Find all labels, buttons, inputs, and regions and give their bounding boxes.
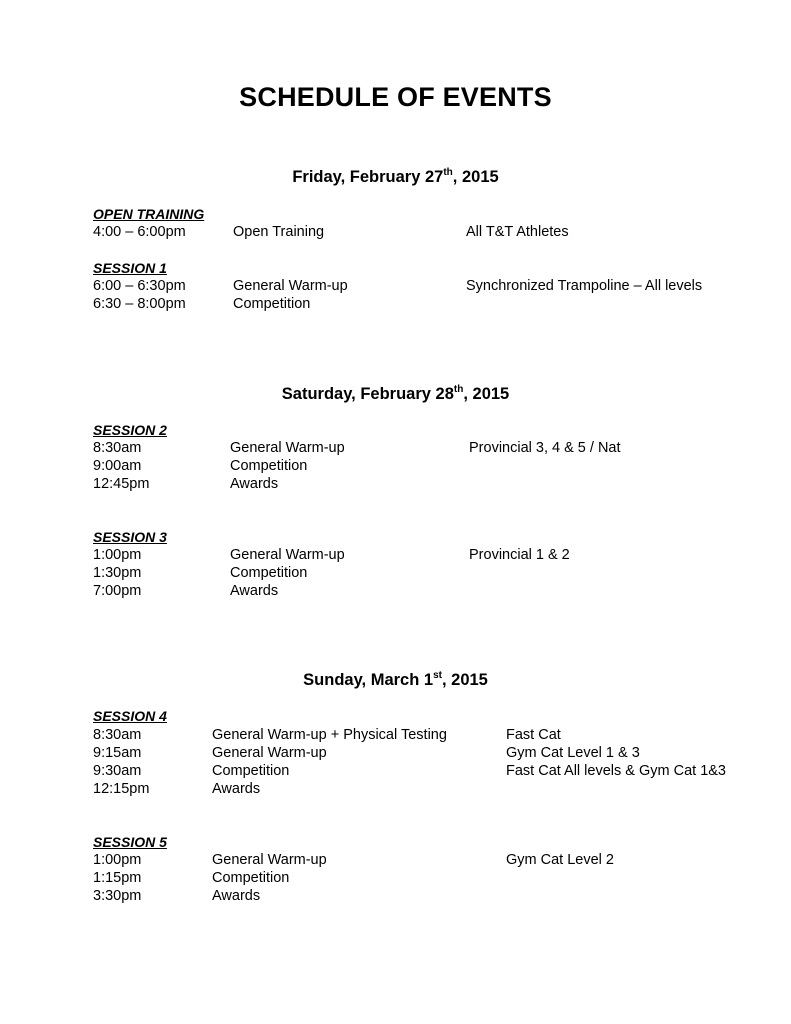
row-group: Provincial 3, 4 & 5 / Nat <box>469 440 621 456</box>
session-label-1: SESSION 1 <box>93 260 167 276</box>
row-activity: Competition <box>230 565 308 581</box>
session-label-5: SESSION 5 <box>93 834 167 850</box>
row-time: 8:30am <box>93 440 142 456</box>
schedule-row <box>0 547 791 565</box>
row-time: 1:30pm <box>93 565 142 581</box>
schedule-row <box>0 745 791 763</box>
schedule-row <box>0 781 791 799</box>
row-time: 12:45pm <box>93 476 150 492</box>
schedule-row <box>0 870 791 888</box>
row-time: 1:00pm <box>93 852 142 868</box>
row-group: Synchronized Trampoline – All levels <box>466 278 703 294</box>
row-activity: General Warm-up <box>233 278 348 294</box>
session-label-open-training: OPEN TRAINING <box>93 206 205 222</box>
row-group: Gym Cat Level 2 <box>506 852 614 868</box>
row-time: 1:15pm <box>93 870 142 886</box>
row-group: Gym Cat Level 1 & 3 <box>506 745 640 761</box>
row-time: 9:30am <box>93 763 142 779</box>
row-activity: General Warm-up <box>212 745 327 761</box>
row-activity: Competition <box>233 296 311 312</box>
session-label-4: SESSION 4 <box>93 708 167 724</box>
row-activity: Awards <box>212 888 261 904</box>
row-time: 6:30 – 8:00pm <box>93 296 186 312</box>
row-time: 3:30pm <box>93 888 142 904</box>
row-time: 9:15am <box>93 745 142 761</box>
row-activity: General Warm-up + Physical Testing <box>212 727 447 743</box>
schedule-row <box>0 278 791 296</box>
day-heading-sunday: Sunday, March 1st, 2015 <box>303 670 488 689</box>
row-activity: Awards <box>230 476 279 492</box>
row-time: 12:15pm <box>93 781 150 797</box>
schedule-row <box>0 565 791 583</box>
day-heading-friday: Friday, February 27th, 2015 <box>292 167 499 186</box>
row-activity: Competition <box>230 458 308 474</box>
schedule-row <box>0 458 791 476</box>
day-heading-saturday: Saturday, February 28th, 2015 <box>281 384 510 403</box>
row-group: Fast Cat All levels & Gym Cat 1&3 <box>506 763 726 779</box>
schedule-row <box>0 852 791 870</box>
row-time: 7:00pm <box>93 583 142 599</box>
row-activity: General Warm-up <box>230 440 345 456</box>
row-activity: Competition <box>212 763 290 779</box>
schedule-row <box>0 476 791 494</box>
row-activity: Awards <box>230 583 279 599</box>
schedule-row <box>0 888 791 906</box>
row-group: All T&T Athletes <box>466 224 569 240</box>
session-label-2: SESSION 2 <box>93 422 167 438</box>
schedule-row <box>0 583 791 601</box>
row-activity: General Warm-up <box>212 852 327 868</box>
row-time: 1:00pm <box>93 547 142 563</box>
schedule-row <box>0 440 791 458</box>
row-activity: Competition <box>212 870 290 886</box>
row-time: 4:00 – 6:00pm <box>93 224 186 240</box>
schedule-row <box>0 224 791 242</box>
row-group: Provincial 1 & 2 <box>469 547 570 563</box>
schedule-row <box>0 727 791 745</box>
page-title: SCHEDULE OF EVENTS <box>239 82 552 112</box>
row-time: 6:00 – 6:30pm <box>93 278 186 294</box>
row-activity: Open Training <box>233 224 325 240</box>
row-activity: Awards <box>212 781 261 797</box>
row-group: Fast Cat <box>506 727 561 743</box>
schedule-row <box>0 296 791 314</box>
row-time: 8:30am <box>93 727 142 743</box>
row-time: 9:00am <box>93 458 142 474</box>
row-activity: General Warm-up <box>230 547 345 563</box>
session-label-3: SESSION 3 <box>93 529 167 545</box>
schedule-row <box>0 763 791 781</box>
